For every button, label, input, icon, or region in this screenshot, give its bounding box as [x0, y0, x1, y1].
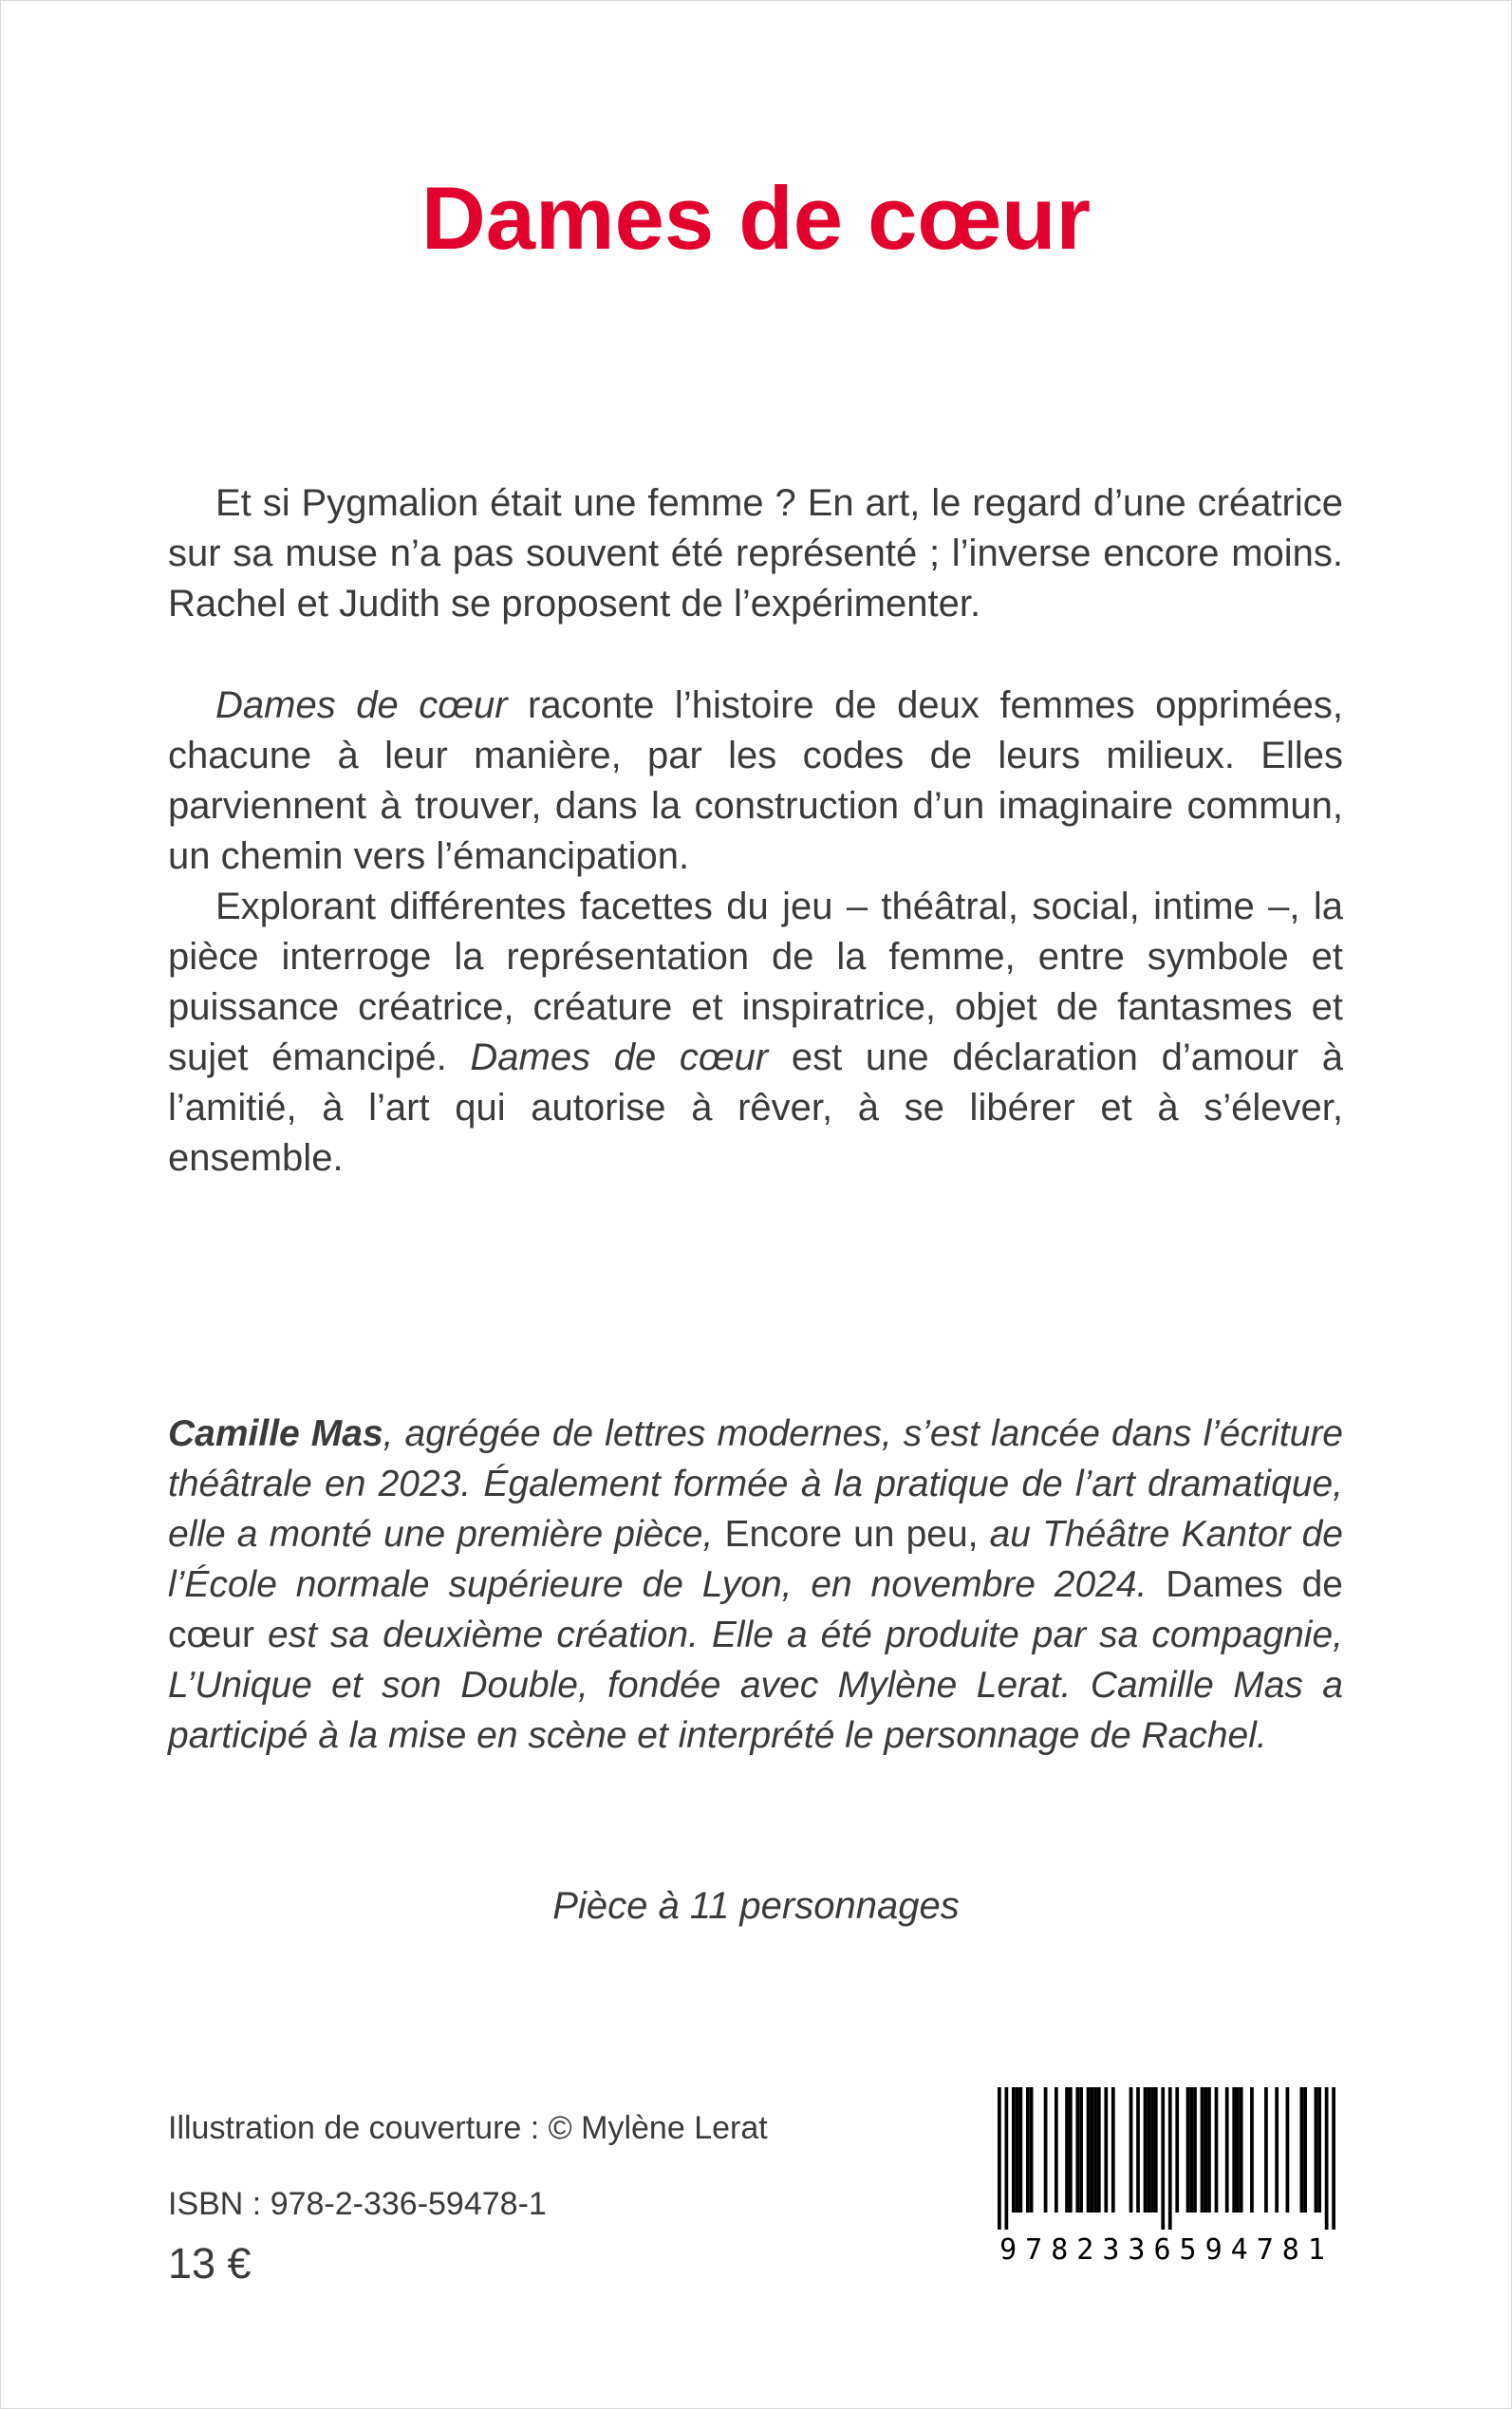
book-title-inline-3: Dames de cœur: [168, 1564, 1343, 1655]
synopsis-paragraph-3-text-a: Explorant différentes facettes du jeu – théâtral, social, intime –, la pièce interroge la représentation de la femme, entre symbole et puissance créatrice, créature et inspiratrice, objet de fantasmes et sujet émancipé.: [168, 886, 1343, 1078]
barcode-bars: [998, 2087, 1335, 2230]
author-name: Camille Mas: [168, 1413, 383, 1454]
book-title-inline: Dames de cœur: [215, 684, 508, 726]
cover-credit: Illustration de couverture : © Mylène Lerat: [168, 2110, 768, 2146]
isbn: ISBN : 978-2-336-59478-1: [168, 2186, 547, 2222]
synopsis-paragraph-3: [168, 882, 1343, 1184]
book-title: Dames de cœur: [420, 168, 1092, 268]
synopsis-paragraph-1: Et si Pygmalion était une femme ? En art, le regard d’une créatrice sur sa muse n’a pas souvent été représenté ; l’inverse encore moins. Rachel et Judith se proposent de l’expérimenter.: [168, 482, 1343, 625]
price: 13 €: [168, 2239, 252, 2288]
author-bio-text-3: est sa deuxième création. Elle a été produite par sa compagnie, L’Unique et son Double, fondée avec Mylène Lerat. Camille Mas a participé à la mise en scène et interprété le personnage de Rachel.: [168, 1615, 1343, 1756]
author-bio: [168, 1409, 1343, 1761]
first-play-title: Encore un peu,: [724, 1514, 979, 1555]
author-bio-text-1: , agrégée de lettres modernes, s’est lancée dans l’écriture théâtrale en 2023. Également formée à la pratique de l’art dramatique, elle a monté une première pièce,: [168, 1413, 1343, 1555]
synopsis-paragraph-2-text: raconte l’histoire de deux femmes opprimées, chacune à leur manière, par les codes de leurs milieux. Elles parviennent à trouver, dans la construction d’un imaginaire commun, un chemin vers l’émancipation.: [168, 684, 1343, 877]
author-bio-text-2: au Théâtre Kantor de l’École normale supérieure de Lyon, en novembre 2024.: [168, 1514, 1343, 1605]
cast-note: Pièce à 11 personnages: [552, 1885, 960, 1927]
synopsis: [168, 478, 1343, 1184]
synopsis-paragraph-2: [168, 681, 1343, 882]
barcode: [998, 2087, 1335, 2269]
book-title-inline-2: Dames de cœur: [470, 1036, 769, 1078]
synopsis-paragraph-3-text-b: est une déclaration d’amour à l’amitié, à l’art qui autorise à rêver, à se libérer et à s’élever, ensemble.: [168, 1036, 1343, 1179]
barcode-digits: 9782336594781: [999, 2233, 1334, 2267]
